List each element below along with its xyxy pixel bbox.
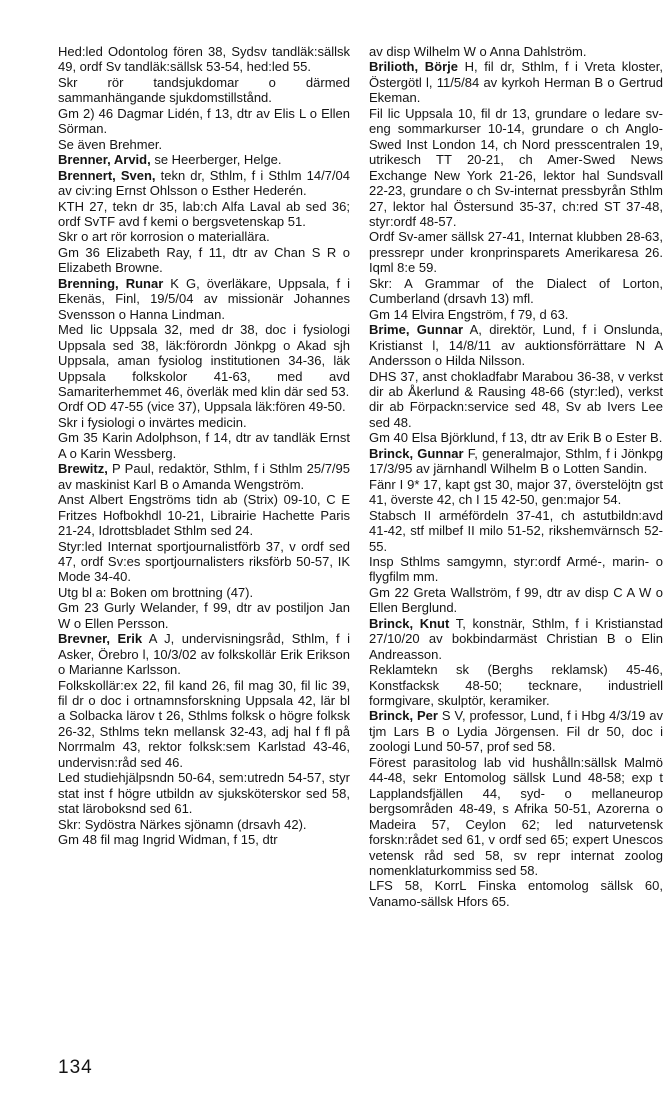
paragraph: Gm 40 Elsa Björklund, f 13, dtr av Erik B o Ester B. (369, 430, 663, 446)
entry-heading: Brennert, Sven, tekn dr, Sthlm, f i Sthlm 14/7/04 av civ:ing Ernst Ohlsson o Esther Hederén. (58, 167, 350, 199)
paragraph: Gm 14 Elvira Engström, f 79, d 63. (369, 306, 569, 322)
paragraph: Gm 36 Elizabeth Ray, f 11, dtr av Chan S R o Elizabeth Browne. (58, 244, 350, 276)
paragraph: Gm 2) 46 Dagmar Lidén, f 13, dtr av Elis L o Ellen Sörman. (58, 105, 350, 137)
paragraph: av disp Wilhelm W o Anna Dahlström. (369, 44, 587, 59)
entry-heading: Brinck, Per S V, professor, Lund, f i Hbg 4/3/19 av tjm Lars B o Lydia Jörgensen. Fil dr 50, doc i zoologi Lund 50-57, prof sed 58. (369, 708, 663, 755)
paragraph: Förest parasitolog lab vid hushålln:sällsk Malmö 44-48, sekr Entomolog sällsk Lund 48-58; exp t Lapplandsfjällen 44, syd- o mellaneurop bergsområden 48-49, s Afrika 50-51, Azorerna o Madeira 57, Ceylon 62; led naturvetensk forskn:rådet sed 61, v ordf sed 65; expert Unescos vetensk råd sed 58, sv repr internat zoolog nomenklaturkommiss sed 58. (369, 754, 663, 879)
page-number: 134 (58, 1057, 93, 1078)
paragraph: KTH 27, tekn dr 35, lab:ch Alfa Laval ab sed 36; ordf SvTF avd f kemi o bergsvetenskap 51. (58, 198, 350, 229)
paragraph: Ordf Sv-amer sällsk 27-41, Internat klubben 28-63, pressrepr under kronprinsparets Amerikaresa 26. Iqml 8:e 59. (369, 229, 663, 276)
paragraph: Med lic Uppsala 32, med dr 38, doc i fysiologi Uppsala sed 38, läk:förordn Jönkpg o Akad sjh Uppsala, aman fysiolog institutionen 34-36, läk Uppsala folkskolor 41-63, med avd Samariterhemmet 46, överläk med klin där sed 53. (58, 322, 350, 399)
entry-heading: Brilioth, Börje H, fil dr, Sthlm, f i Vreta kloster, Östergötl l, 11/5/84 av kyrkoh Herman B o Gertrud Ekeman. (369, 59, 663, 106)
paragraph: Fil lic Uppsala 10, fil dr 13, grundare o ledare sv-eng sommarkurser 10-14, grundare o ch Anglo-Swed Inst London 14, ch Nord presscentralen 19, utrikesch TT 20-21, ch Amer-Swed News Exchange New York 21-26, lektor hal Sundsvall 22-23, grundare o ch Sv-internat pressbyrån Sthlm 27, lektor hal Östersund 35-37, ch:red ST 37-48, styr:ordf 48-57. (369, 105, 663, 229)
paragraph: Stabsch II arméfördeln 37-41, ch astutbildn:avd 41-42, stf milbef II milo 51-52, rikshemvärnsch 52-55. (369, 507, 663, 554)
paragraph: Gm 22 Greta Wallström, f 99, dtr av disp C A W o Ellen Berglund. (369, 584, 663, 616)
paragraph: Gm 35 Karin Adolphson, f 14, dtr av tandläk Ernst A o Karin Wessberg. (58, 430, 350, 461)
paragraph: Gm 23 Gurly Welander, f 99, dtr av postiljon Jan W o Ellen Persson. (58, 600, 350, 631)
paragraph: Reklamtekn sk (Berghs reklamsk) 45-46, Konstfacksk 48-50; tecknare, industriell formgivare, skulptör, keramiker. (369, 662, 663, 709)
paragraph: Ordf OD 47-55 (vice 37), Uppsala läk:fören 49-50. (58, 399, 346, 415)
entry-heading: Brevner, Erik A J, undervisningsråd, Sthlm, f i Asker, Örebro l, 10/3/02 av folkskollär Erik Erikson o Marianne Karlsson. (58, 631, 350, 678)
paragraph: Skr i fysiologi o invärtes medicin. (58, 414, 247, 430)
entry-heading: Brime, Gunnar A, direktör, Lund, f i Onslunda, Kristianst l, 14/8/11 av auktionsförrättare N A Andersson o Hilda Nilsson. (369, 322, 663, 369)
paragraph: Insp Sthlms samgymn, styr:ordf Armé-, marin- o flygfilm mm. (369, 553, 663, 585)
paragraph: Gm 48 fil mag Ingrid Widman, f 15, dtr (58, 832, 278, 848)
entry-heading: Brewitz, P Paul, redaktör, Sthlm, f i Sthlm 25/7/95 av maskinist Karl B o Amanda Wengström. (58, 461, 350, 492)
entry-heading: Brinck, Knut T, konstnär, Sthlm, f i Kristianstad 27/10/20 av bokbindarmäst Christian B o Elin Andreasson. (369, 615, 663, 662)
paragraph: DHS 37, anst chokladfabr Marabou 36-38, v verkst dir ab Åkerlund & Rausing 48-66 (styr:led), verkst dir ab Förpackn:service sed 48, Sv ab Ivers Lee sed 48. (369, 368, 663, 430)
paragraph: LFS 58, KorrL Finska entomolog sällsk 60, Vanamo-sällsk Hfors 65. (369, 878, 663, 909)
right-column (369, 44, 663, 909)
paragraph: Skr rör tandsjukdomar o därmed sammanhängande sjukdomstillstånd. (58, 74, 350, 106)
entry-heading: Brenning, Runar K G, överläkare, Uppsala, f i Ekenäs, Finl, 19/5/04 av missionär Johannes Svensson o Hanna Lindman. (58, 275, 350, 322)
left-column (58, 44, 350, 848)
entry-heading: Brinck, Gunnar F, generalmajor, Sthlm, f i Jönkpg 17/3/95 av järnhandl Wilhelm B o Lotten Sandin. (369, 445, 663, 477)
paragraph: Folkskollär:ex 22, fil kand 26, fil mag 30, fil lic 39, fil dr o doc i ortnamnsforskning Uppsala 42, lär bl a Solbacka lärov t 26, Sthlms folksk o högre folksk 26-32, Sthlms tekn mellansk 32-43, adj hal f fl på Norrmalm 43, rektor folksk:sem Karlstad 43-46, undervisn:råd sed 46. (58, 677, 350, 770)
paragraph: Skr: A Grammar of the Dialect of Lorton, Cumberland (drsavh 13) mfl. (369, 275, 663, 307)
paragraph: Skr: Sydöstra Närkes sjönamn (drsavh 42). (58, 816, 307, 832)
paragraph: Hed:led Odontolog fören 38, Sydsv tandläk:sällsk 49, ordf Sv tandläk:sällsk 53-54, hed:led 55. (58, 44, 350, 75)
entry-heading: Brenner, Arvid, se Heerberger, Helge. (58, 152, 282, 168)
paragraph: Styr:led Internat sportjournalistförb 37, v ordf sed 47, ordf Sv:es sportjournalisters riksförb 50-57, IK Mode 34-40. (58, 538, 350, 585)
paragraph: Skr o art rör korrosion o materiallära. (58, 229, 270, 245)
paragraph: Fänr I 9* 17, kapt gst 30, major 37, överstelöjtn gst 41, överste 42, ch I 15 42-50, gen:major 54. (369, 476, 663, 508)
paragraph: Led studiehjälpsndn 50-64, sem:utredn 54-57, styr stat inst f högre utbildn av sjuksköterskor sed 58, stat läroboksnd sed 61. (58, 770, 350, 817)
paragraph: Anst Albert Engströms tidn ab (Strix) 09-10, C E Fritzes Hofbokhdl 10-21, Librairie Hachette Paris 21-24, Idrottsbladet Sthlm sed 24. (58, 492, 350, 539)
paragraph: Utg bl a: Boken om brottning (47). (58, 584, 254, 600)
paragraph: Se även Brehmer. (58, 136, 163, 152)
